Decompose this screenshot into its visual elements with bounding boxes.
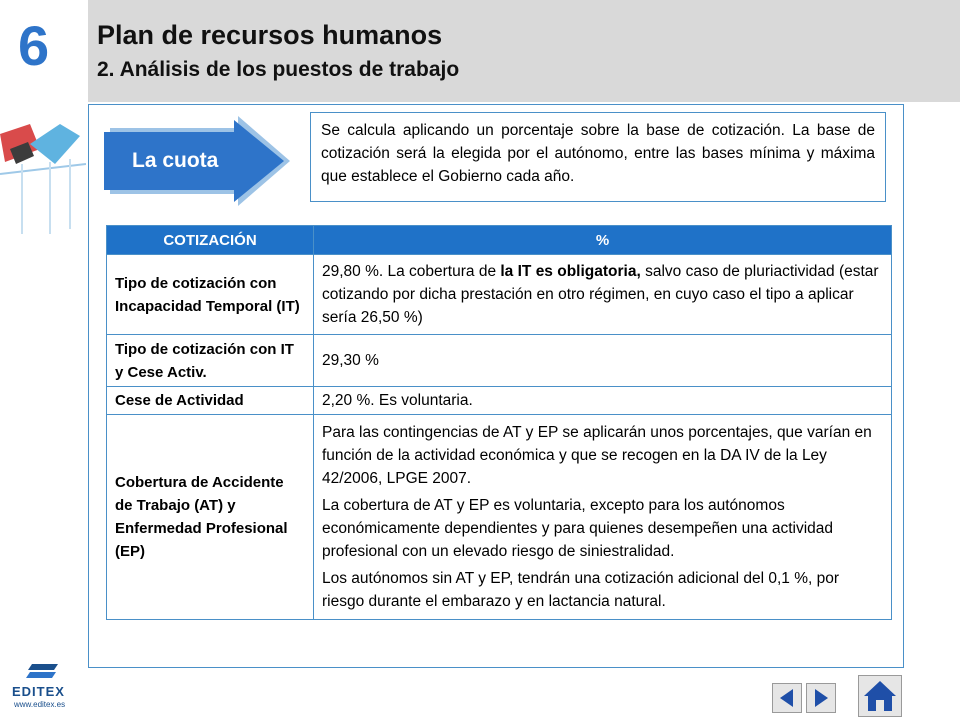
row-paragraph: La cobertura de AT y EP es voluntaria, excepto para los autónomos económicamente dependientes y para quienes desempeñen una actividad profesional con un elevado riesgo de siniestralidad. bbox=[322, 497, 833, 560]
row-value bbox=[314, 255, 892, 335]
chapter-number: 6 bbox=[18, 14, 50, 77]
row-value-bold: la IT es obligatoria, bbox=[500, 263, 641, 280]
triangle-left-icon bbox=[773, 684, 801, 712]
triangle-right-icon bbox=[807, 684, 835, 712]
table-row bbox=[107, 335, 892, 387]
row-paragraph: Para las contingencias de AT y EP se aplicarán unos porcentajes, que varían en función de la actividad económica y que se recogen en la DA IV de la Ley 42/2006, LPGE 2007. bbox=[322, 424, 872, 487]
previous-button[interactable] bbox=[772, 683, 802, 713]
next-button[interactable] bbox=[806, 683, 836, 713]
arrow-label: La cuota bbox=[132, 149, 219, 172]
column-header-cotizacion: COTIZACIÓN bbox=[107, 226, 314, 255]
row-label: Tipo de cotización con IT y Cese Activ. bbox=[107, 335, 314, 387]
row-value: 29,30 % bbox=[314, 335, 892, 387]
row-value: 2,20 %. Es voluntaria. bbox=[314, 387, 892, 415]
table-row bbox=[107, 415, 892, 620]
table-header-row bbox=[107, 226, 892, 255]
row-paragraph: Los autónomos sin AT y EP, tendrán una cotización adicional del 0,1 %, por riesgo durante el embarazo y en lactancia natural. bbox=[322, 570, 839, 610]
page-subtitle: 2. Análisis de los puestos de trabajo bbox=[97, 58, 460, 81]
row-label: Cese de Actividad bbox=[107, 387, 314, 415]
logo-name: EDITEX bbox=[12, 684, 65, 699]
handshake-image bbox=[0, 104, 86, 244]
header-band bbox=[88, 0, 960, 102]
intro-text: Se calcula aplicando un porcentaje sobre la base de cotización. La base de cotización será la elegida por el autónomo, entre las bases mínima y máxima que establece el Gobierno cada año. bbox=[310, 112, 886, 202]
table-row bbox=[107, 387, 892, 415]
column-header-percent: % bbox=[314, 226, 892, 255]
row-label: Tipo de cotización con Incapacidad Temporal (IT) bbox=[107, 255, 314, 335]
house-icon bbox=[859, 676, 901, 716]
row-value-text: 29,80 %. La cobertura de bbox=[322, 263, 501, 280]
page-title: Plan de recursos humanos bbox=[97, 20, 443, 50]
cotizacion-table bbox=[106, 225, 892, 620]
row-value-text: salvo caso de pluriactividad (estar cotizando por dicha prestación en otro régimen, en cuyo caso el tipo a aplicar sería 26,50 %) bbox=[322, 263, 879, 326]
row-value bbox=[314, 415, 892, 620]
logo-url: www.editex.es bbox=[14, 700, 66, 709]
home-button[interactable] bbox=[858, 675, 902, 717]
row-label: Cobertura de Accidente de Trabajo (AT) y Enfermedad Profesional (EP) bbox=[107, 415, 314, 620]
table-row bbox=[107, 255, 892, 335]
